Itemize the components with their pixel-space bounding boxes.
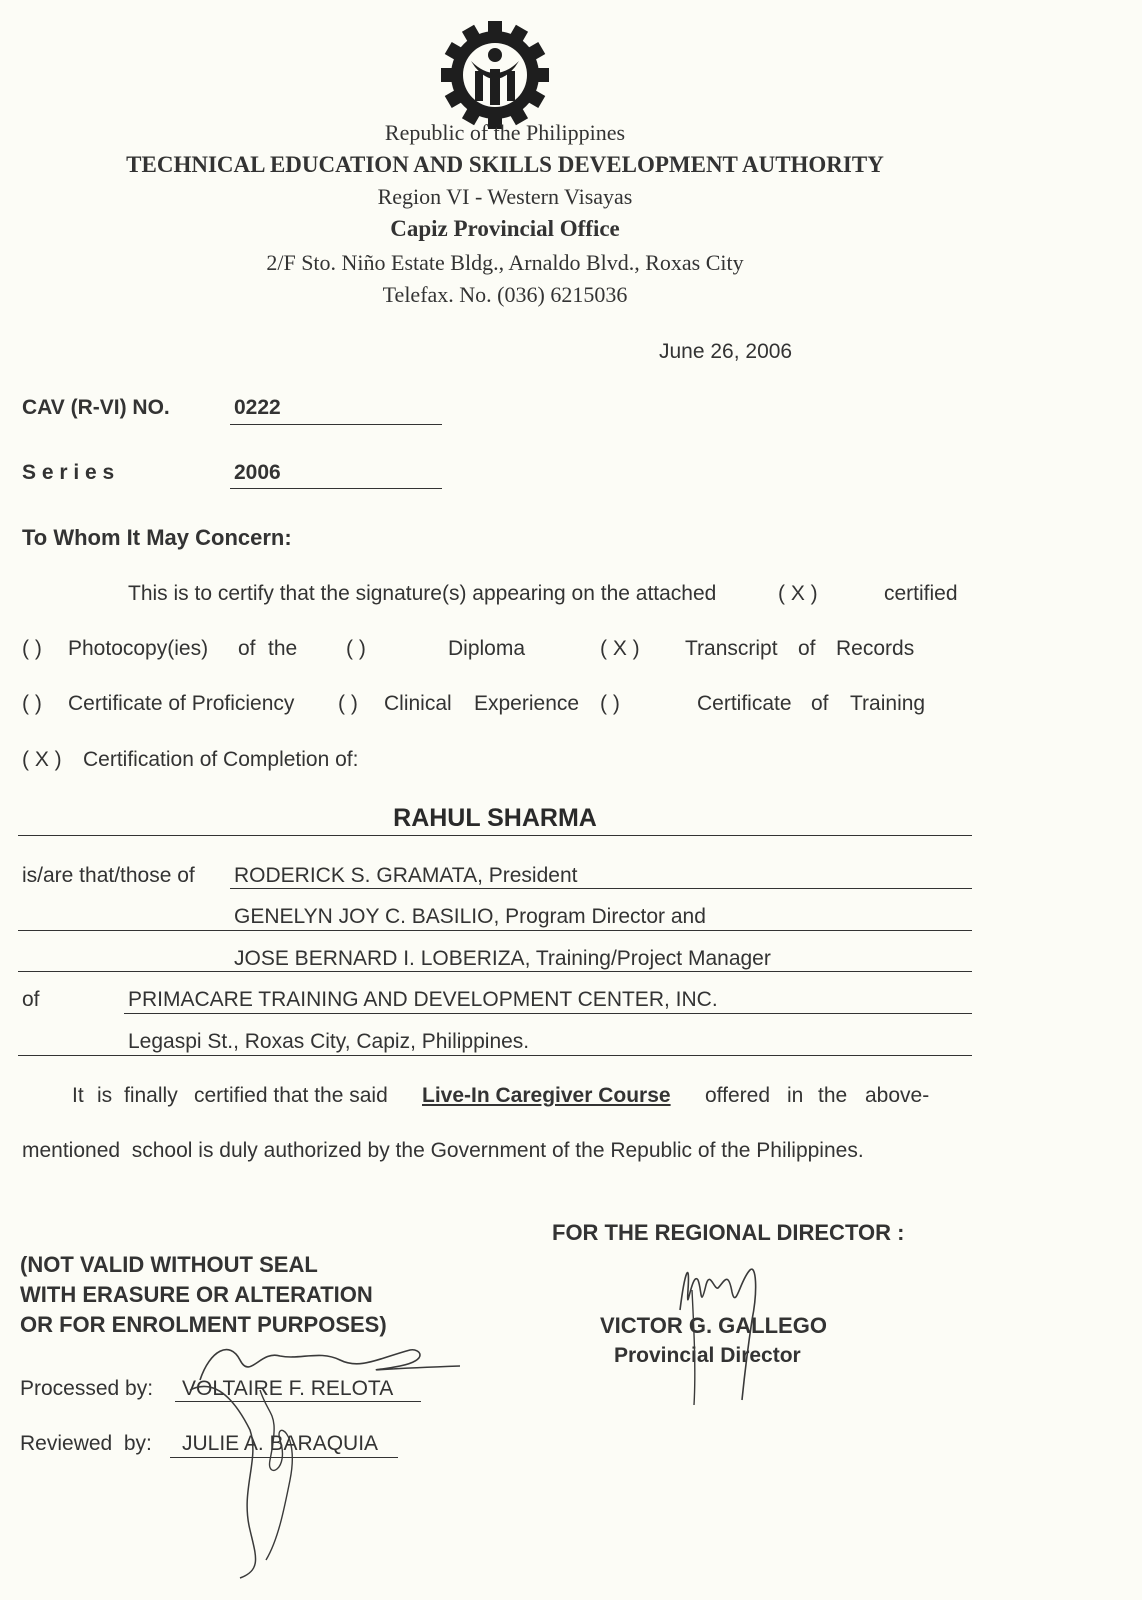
word-the: the xyxy=(268,637,298,660)
clinical-word: Clinical xyxy=(384,692,452,715)
final-word: is xyxy=(97,1084,113,1107)
cert-mark: ( X ) xyxy=(778,582,818,605)
completion-label: Certification of Completion of: xyxy=(83,748,359,771)
training-word: Training xyxy=(850,692,926,715)
final-word: above- xyxy=(865,1084,930,1107)
processed-label: Processed by: xyxy=(20,1377,154,1400)
checkbox-completion: ( X ) xyxy=(22,748,62,771)
school-name: PRIMACARE TRAINING AND DEVELOPMENT CENTER, INC. xyxy=(128,988,718,1011)
cert-line-1-end: certified xyxy=(884,582,958,605)
final-line-2: mentioned school is duly authorized by the Government of the Republic of the Philippines. xyxy=(22,1139,864,1162)
checkbox-photocopy: ( ) xyxy=(22,637,42,660)
reviewed-name: JULIE A. BARAQUIA xyxy=(182,1432,379,1455)
series-value: 2006 xyxy=(234,461,281,484)
agency-name: TECHNICAL EDUCATION AND SKILLS DEVELOPMENT AUTHORITY xyxy=(126,152,884,177)
series-label: S e r i e s xyxy=(22,461,115,484)
processed-name: VOLTAIRE F. RELOTA xyxy=(182,1377,394,1400)
checkbox-transcript: ( X ) xyxy=(600,637,640,660)
final-word: finally xyxy=(124,1084,178,1107)
reviewed-label: Reviewed by: xyxy=(20,1432,152,1455)
course-name: Live-In Caregiver Course xyxy=(422,1084,671,1107)
notice-line-1: (NOT VALID WITHOUT SEAL xyxy=(20,1252,318,1277)
diploma-label: Diploma xyxy=(448,637,526,660)
word-of: of xyxy=(798,637,816,660)
final-word: offered xyxy=(705,1084,770,1107)
cav-label: CAV (R-VI) NO. xyxy=(22,396,170,419)
signatories-label: is/are that/those of xyxy=(22,864,195,887)
certificate-word: Certificate xyxy=(697,692,792,715)
salutation: To Whom It May Concern: xyxy=(22,525,292,550)
cav-number: 0222 xyxy=(234,396,281,419)
recipient-name: RAHUL SHARMA xyxy=(393,804,597,832)
republic-heading: Republic of the Philippines xyxy=(384,120,626,145)
final-text: certified that the said xyxy=(194,1084,388,1107)
region-label: Region VI - Western Visayas xyxy=(377,184,633,209)
transcript-word: Transcript xyxy=(685,637,778,660)
tesda-gear-logo-icon xyxy=(440,20,550,130)
director-name: VICTOR G. GALLEGO xyxy=(600,1313,827,1338)
for-regional-director: FOR THE REGIONAL DIRECTOR : xyxy=(552,1220,905,1245)
director-title: Provincial Director xyxy=(614,1344,801,1367)
telefax: Telefax. No. (036) 6215036 xyxy=(382,282,628,307)
word-of: of xyxy=(238,637,256,660)
document-date: June 26, 2006 xyxy=(659,340,793,363)
checkbox-proficiency: ( ) xyxy=(22,692,42,715)
signatory-3: JOSE BERNARD I. LOBERIZA, Training/Project Manager xyxy=(234,947,771,970)
final-word: in xyxy=(787,1084,804,1107)
experience-word: Experience xyxy=(474,692,580,715)
office-address: 2/F Sto. Niño Estate Bldg., Arnaldo Blvd., Roxas City xyxy=(266,250,744,275)
office-name: Capiz Provincial Office xyxy=(390,216,620,241)
checkbox-clinical: ( ) xyxy=(338,692,358,715)
notice-line-3: OR FOR ENROLMENT PURPOSES) xyxy=(20,1312,387,1337)
photocopy-label: Photocopy(ies) xyxy=(68,637,209,660)
notice-line-2: WITH ERASURE OR ALTERATION xyxy=(20,1282,373,1307)
school-of-label: of xyxy=(22,988,40,1011)
final-word: the xyxy=(818,1084,848,1107)
signatory-1: RODERICK S. GRAMATA, President xyxy=(234,864,578,887)
director-signature xyxy=(640,1230,790,1410)
signatory-2: GENELYN JOY C. BASILIO, Program Director and xyxy=(234,905,706,928)
checkbox-training: ( ) xyxy=(600,692,620,715)
word-of: of xyxy=(811,692,829,715)
proficiency-label: Certificate of Proficiency xyxy=(68,692,295,715)
school-address: Legaspi St., Roxas City, Capiz, Philippines. xyxy=(128,1030,530,1053)
processor-signature xyxy=(170,1320,470,1580)
final-word: It xyxy=(72,1084,84,1107)
records-word: Records xyxy=(836,637,915,660)
cert-line-1-text: This is to certify that the signature(s) appearing on the attached xyxy=(128,582,717,605)
checkbox-diploma: ( ) xyxy=(346,637,366,660)
